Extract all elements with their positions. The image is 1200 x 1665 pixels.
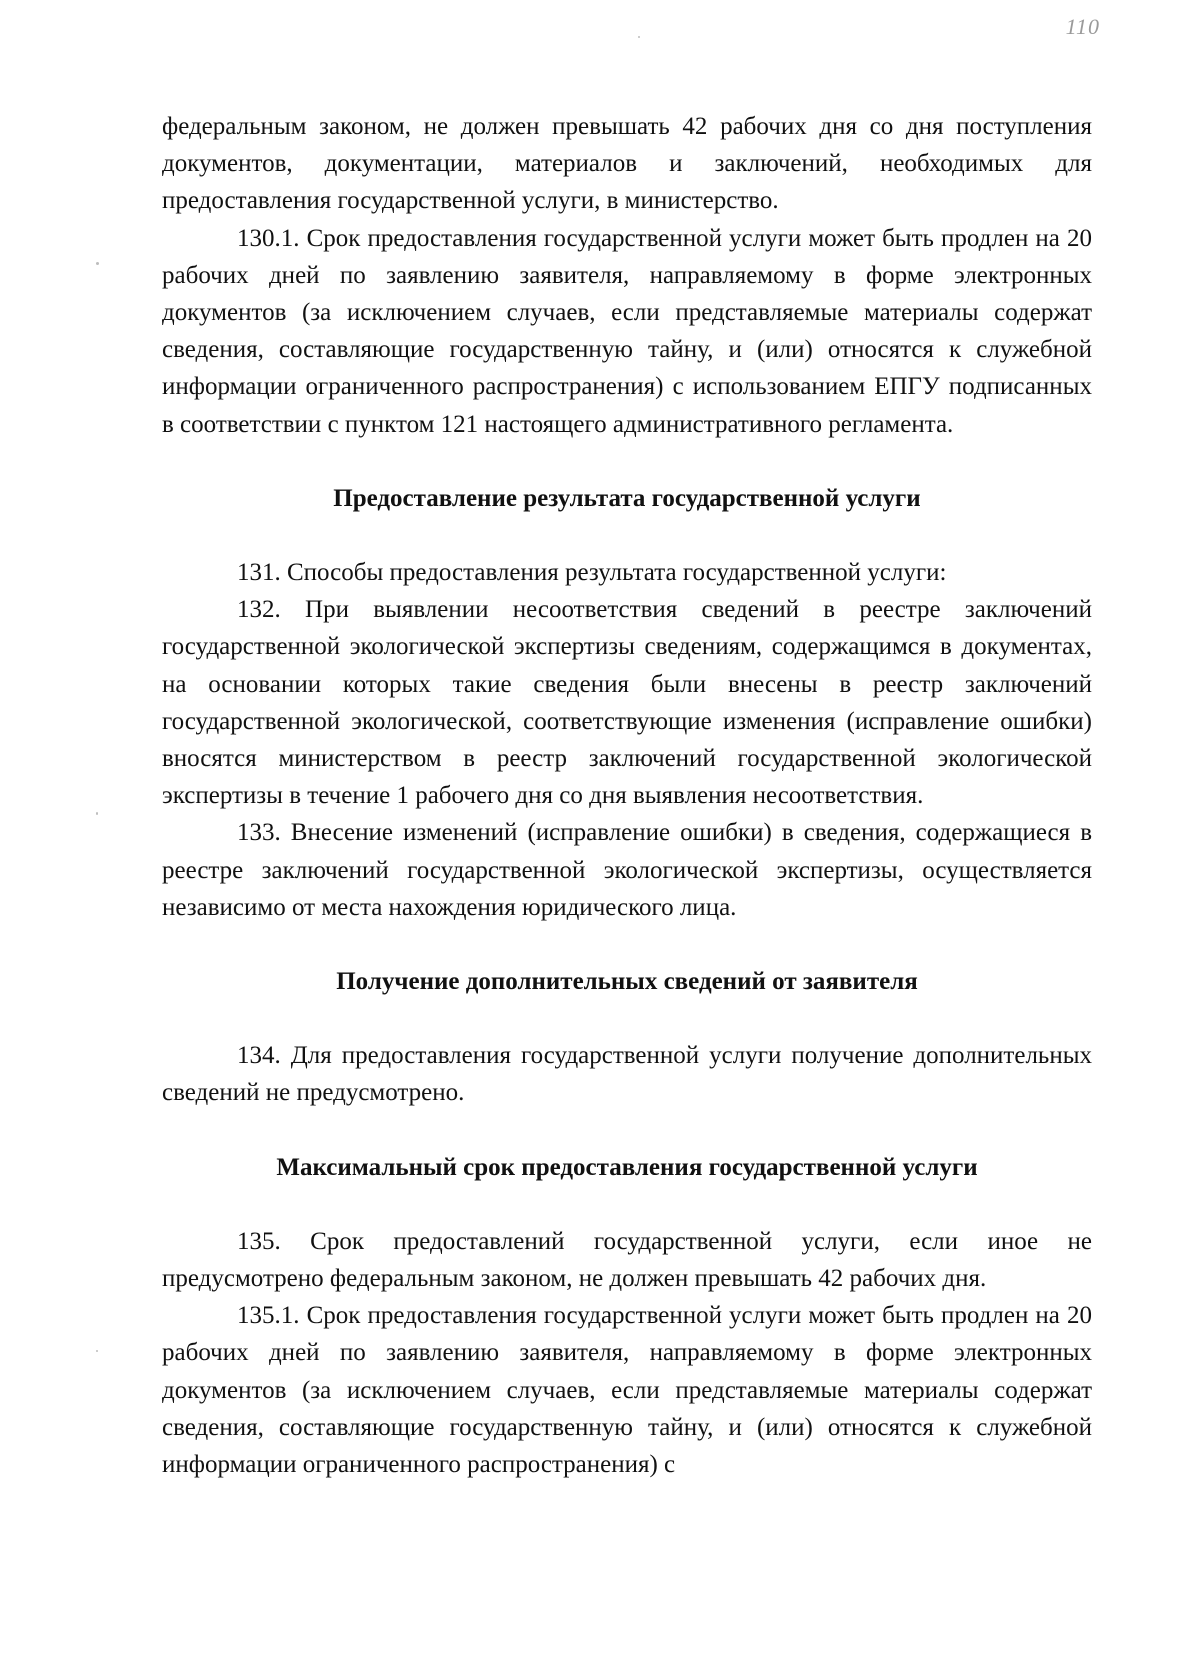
paragraph-135-1: 135.1. Срок предоставления государственной услуги может быть продлен на 20 рабочих дней по заявлению заявителя, направляемому в форме электронных документов (за исключением случаев, если представляемые материалы содержат сведения, составляющие государственную тайну, и (или) относятся к служебной информации ограниченного распространения) с xyxy=(162,1302,1092,1479)
paragraph-131: 131. Способы предоставления результата государственной услуги: xyxy=(237,559,947,587)
spacer xyxy=(162,1186,1092,1223)
paragraph-135: 135. Срок предоставлений государственной услуги, если иное не предусмотрено федеральным законом, не должен превышать 42 рабочих дня. xyxy=(162,1227,1092,1293)
spacer xyxy=(162,517,1092,554)
section-heading-additional-info: Получение дополнительных сведений от заявителя xyxy=(336,968,918,996)
spacer xyxy=(162,1000,1092,1037)
page-number-mark: 110 xyxy=(1065,14,1100,39)
spacer xyxy=(162,1112,1092,1149)
paragraph-130-continuation: федеральным законом, не должен превышать 42 рабочих дня со дня поступления документов, документации, материалов и заключений, необходимых для предоставления государственной услуги, в министерство. xyxy=(162,113,1092,215)
paragraph-134: 134. Для предоставления государственной услуги получение дополнительных сведений не предусмотрено. xyxy=(162,1042,1092,1107)
scan-speck xyxy=(96,262,99,265)
section-heading-max-term: Максимальный срок предоставления государственной услуги xyxy=(276,1153,978,1181)
paragraph-132: 132. При выявлении несоответствия сведений в реестре заключений государственной экологической экспертизы сведениям, содержащимся в документах, на основании которых такие сведения были внесены в реестр заключений государственной экологической, соответствующие изменения (исправление ошибки) вносятся министерством в реестр заключений государственной экологической экспертизы в течение 1 рабочего дня со дня выявления несоответствия. xyxy=(162,596,1092,810)
spacer xyxy=(162,926,1092,963)
document-body xyxy=(162,108,1092,1483)
scan-speck xyxy=(96,1350,98,1352)
scan-speck xyxy=(638,36,640,38)
section-heading-result: Предоставление результата государственной услуги xyxy=(333,484,921,512)
paragraph-130-1: 130.1. Срок предоставления государственной услуги может быть продлен на 20 рабочих дней по заявлению заявителя, направляемому в форме электронных документов (за исключением случаев, если представляемые материалы содержат сведения, составляющие государственную тайну, и (или) относятся к служебной информации ограниченного распространения) с использованием ЕПГУ подписанных в соответствии с пунктом 121 настоящего административного регламента. xyxy=(162,224,1092,438)
scan-speck xyxy=(96,812,98,815)
spacer xyxy=(162,443,1092,480)
paragraph-133: 133. Внесение изменений (исправление ошибки) в сведения, содержащиеся в реестре заключений государственной экологической экспертизы, осуществляется независимо от места нахождения юридического лица. xyxy=(162,819,1092,921)
